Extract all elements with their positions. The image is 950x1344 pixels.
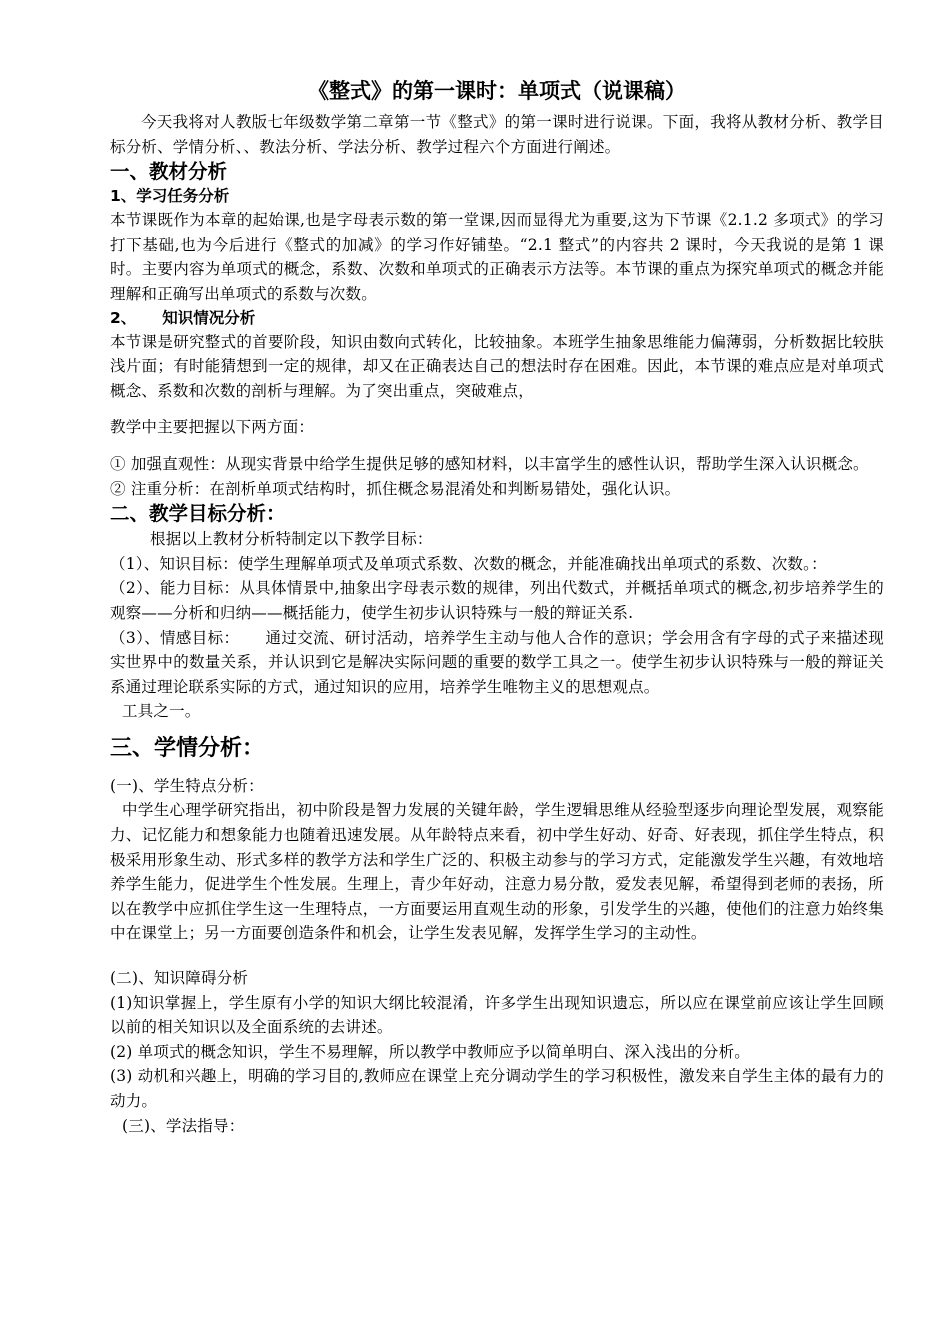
- section1-sub2-text: 本节课是研究整式的首要阶段，知识由数向式转化，比较抽象。本班学生抽象思维能力偏薄弱，分析数据比较肤浅片面；有时能猜想到一定的规律，却又在正确表达自己的想法时存在困难。因此，本节课的难点应是对单项式概念、系数和次数的剖析与理解。为了突出重点，突破难点，: [110, 332, 884, 400]
- section2-goal3-text: 通过交流、研讨活动，培养学生主动与他人合作的意识；学会用含有字母的式子来描述现实世界中的数量关系，并认识到它是解决实际问题的重要的数学工具之一。使学生初步认识特殊与一般的辩证关系通过理论联系实际的方式，通过知识的应用，培养学生唯物主义的思想观点。: [110, 628, 884, 696]
- section1-heading: 一、教材分析: [110, 160, 228, 184]
- document-page: [110, 76, 884, 1138]
- section3-sub2-heading: (二)、知识障碍分析: [110, 969, 249, 988]
- document-title: 《整式》的第一课时：单项式（说课稿）: [308, 79, 686, 103]
- section1-point1: ① 加强直观性：从现实背景中给学生提供足够的感知材料，以丰富学生的感性认识，帮助学生深入认识概念。: [110, 454, 869, 473]
- section3-sub1-text: 中学生心理学研究指出，初中阶段是智力发展的关键年龄，学生逻辑思维从经验型逐步向理论型发展，观察能力、记忆能力和想象能力也随着迅速发展。从年龄特点来看，初中学生好动、好奇、好表现，抓住学生特点，积极采用形象生动、形式多样的教学方法和学生广泛的、积极主动参与的学习方式，定能激发学生兴趣，有效地培养学生能力，促进学生个性发展。生理上，青少年好动，注意力易分散，爱发表见解，希望得到老师的表扬，所以在教学中应抓住学生这一生理特点，一方面要运用直观生动的形象，引发学生的兴趣，使他们的注意力始终集中在课堂上；另一方面要创造条件和机会，让学生发表见解，发挥学生学习的主动性。: [110, 801, 884, 943]
- section2-lead: 根据以上教材分析特制定以下教学目标：: [150, 530, 433, 549]
- section2-tail: 工具之一。: [122, 702, 201, 721]
- section2-goal1: （1）、知识目标：使学生理解单项式及单项式系数、次数的概念，并能准确找出单项式的系数、次数。：: [110, 554, 827, 573]
- section1-sub2-title: 知识情况分析: [162, 308, 256, 327]
- section1-sub2-text2: 教学中主要把握以下两方面：: [110, 418, 315, 437]
- section1-sub1-text: 本节课既作为本章的起始课,也是字母表示数的第一堂课,因而显得尤为重要,这为下节课《2.1.2 多项式》的学习打下基础,也为今后进行《整式的加减》的学习作好铺垫。“2.1 整式”的内容共 2 课时，今天我说的是第 1 课时。主要内容为单项式的概念，系数、次数和单项式的正确表示方法等。本节课的重点为探究单项式的概念并能理解和正确写出单项式的系数与次数。: [110, 211, 884, 303]
- section1-sub2-number: 2、: [110, 308, 137, 327]
- section3-sub3-heading: (三)、学法指导：: [122, 1116, 245, 1135]
- section1-sub1-heading: 1、学习任务分析: [110, 187, 230, 206]
- section3-item3: (3) 动机和兴趣上，明确的学习目的,教师应在课堂上充分调动学生的学习积极性，激发来自学生主体的最有力的动力。: [110, 1067, 884, 1110]
- section2-goal3: [110, 626, 884, 700]
- section2-goal2: （2）、能力目标：从具体情景中,抽象出字母表示数的规律，列出代数式，并概括单项式的概念,初步培养学生的观察——分析和归纳——概括能力，使学生初步认识特殊与一般的辩证关系.: [110, 579, 884, 622]
- section1-sub2-heading: [110, 307, 884, 330]
- section3-item1: (1)知识掌握上，学生原有小学的知识大纲比较混淆，许多学生出现知识遗忘，所以应在课堂前应该让学生回顾以前的相关知识以及全面系统的去讲述。: [110, 993, 884, 1037]
- section3-item2: (2) 单项式的概念知识，学生不易理解，所以教学中教师应予以简单明白、深入浅出的分析。: [110, 1042, 750, 1061]
- intro-paragraph: 今天我将对人教版七年级数学第二章第一节《整式》的第一课时进行说课。下面，我将从教材分析、教学目标分析、学情分析、、教法分析、学法分析、教学过程六个方面进行阐述。: [110, 113, 884, 156]
- section2-heading: 二、教学目标分析：: [110, 502, 286, 526]
- section3-heading: 三、学情分析：: [110, 735, 265, 761]
- section1-point2: ② 注重分析：在剖析单项式结构时，抓住概念易混淆处和判断易错处，强化认识。: [110, 479, 681, 498]
- section2-goal3-label: （3）、情感目标：: [110, 628, 240, 647]
- section3-sub1-heading: (一)、学生特点分析：: [110, 776, 264, 795]
